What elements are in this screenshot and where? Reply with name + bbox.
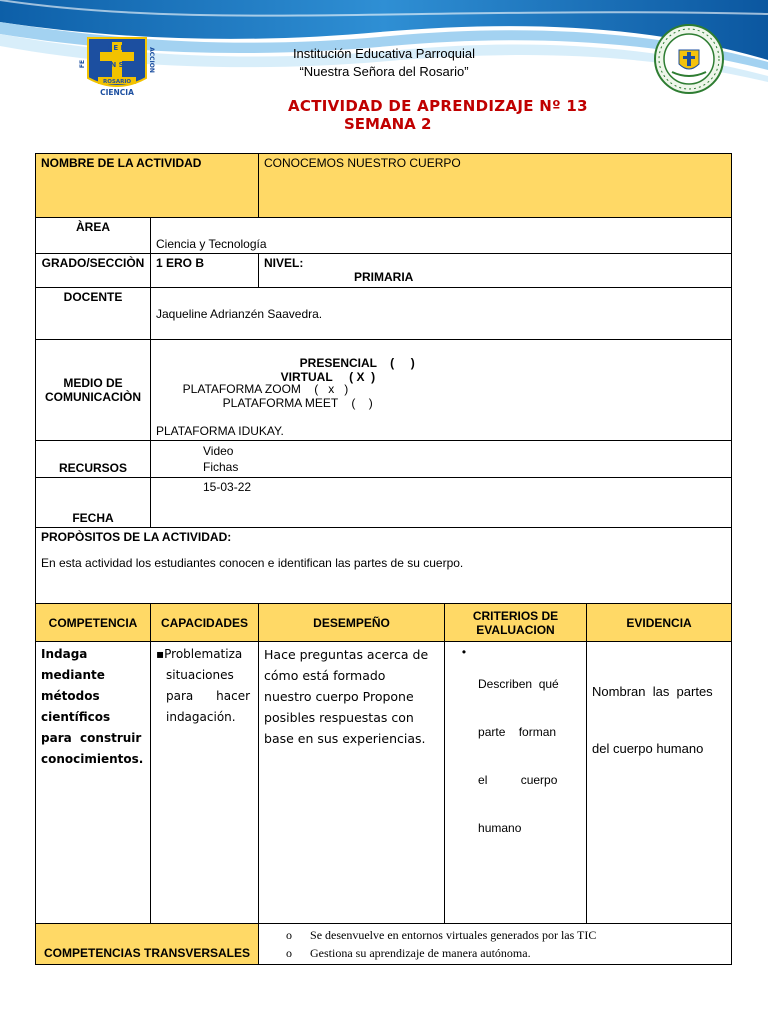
row-fecha	[36, 478, 732, 528]
desempeno-line: base en sus experiencias.	[264, 731, 426, 746]
row-actividad	[36, 154, 732, 218]
activity-form-table	[35, 153, 732, 965]
criterio-line: humano	[478, 821, 522, 835]
desempeno-line: Hace preguntas acerca de	[264, 647, 429, 662]
activity-week: SEMANA 2	[344, 115, 432, 133]
recurso-item: Fichas	[203, 460, 239, 474]
competencia-line: mediante	[41, 668, 105, 682]
recursos-label: RECURSOS	[36, 441, 151, 478]
competencia-line: científicos	[41, 710, 111, 724]
nivel-label: NIVEL:	[264, 256, 304, 270]
institution-motto: “Nuestra Señora del Rosario”	[299, 64, 469, 79]
header-criterios: CRITERIOS DE EVALUACION	[445, 604, 587, 642]
capacidad-line: para hacer	[166, 689, 251, 703]
logo-banner-text: ROSARIO	[102, 79, 132, 85]
desempeno-content	[259, 642, 445, 924]
virtual-option: VIRTUAL ( X )	[280, 370, 376, 384]
docente-label: DOCENTE	[36, 288, 151, 340]
bullet-circle-icon: o	[286, 946, 293, 960]
bullet-circle-icon: o	[286, 928, 293, 942]
presencial-option: PRESENCIAL ( )	[299, 356, 415, 370]
idukay-option: PLATAFORMA IDUKAY.	[156, 424, 284, 438]
competencia-line: para construir	[41, 731, 142, 745]
transversales-items	[259, 924, 732, 965]
row-area	[36, 218, 732, 254]
actividad-value: CONOCEMOS NUESTRO CUERPO	[259, 154, 732, 218]
header-desempeno: DESEMPEÑO	[259, 604, 445, 642]
zoom-option: PLATAFORMA ZOOM ( x )	[182, 382, 349, 396]
medio-options	[151, 340, 732, 441]
transversales-label: COMPETENCIAS TRANSVERSALES	[36, 924, 259, 965]
competencia-content	[36, 642, 151, 924]
area-value: Ciencia y Tecnología	[151, 218, 732, 254]
propositos-text: En esta actividad los estudiantes conocen e identifican las partes de su cuerpo.	[41, 556, 464, 570]
actividad-label: NOMBRE DE LA ACTIVIDAD	[36, 154, 259, 218]
row-grado	[36, 254, 732, 288]
row-medio	[36, 340, 732, 441]
transversal-text: Gestiona su aprendizaje de manera autónoma.	[310, 946, 531, 960]
recursos-value	[151, 441, 732, 478]
evidencia-line: del cuerpo humano	[592, 741, 704, 756]
competencia-line: conocimientos.	[41, 752, 144, 766]
recurso-item: Video	[203, 444, 234, 458]
transversal-text: Se desenvuelve en entornos virtuales generados por las TIC	[310, 928, 597, 942]
evidencia-content	[587, 642, 732, 924]
criterios-content	[445, 642, 587, 924]
competencia-line: métodos	[41, 689, 100, 703]
logo-top-text: I E P	[108, 44, 126, 52]
competencia-line: Indaga	[41, 647, 88, 661]
medio-label	[36, 340, 151, 441]
criterio-line: el cuerpo	[478, 773, 558, 787]
logo-side-right-text: ACCION	[148, 47, 155, 73]
transversal-item	[264, 926, 726, 944]
desempeno-line: posibles respuestas con	[264, 710, 414, 725]
nivel-cell	[259, 254, 732, 288]
row-propositos	[36, 528, 732, 604]
desempeno-line: cómo está formado	[264, 668, 386, 683]
criterio-line: parte forman	[478, 725, 557, 739]
capacidades-content	[151, 642, 259, 924]
logo-side-left-text: FE	[79, 59, 86, 69]
capacidad-item	[156, 644, 253, 665]
header-competencia: COMPETENCIA	[36, 604, 151, 642]
fecha-label: FECHA	[36, 478, 151, 528]
medio-label-line2: COMUNICACIÒN	[45, 390, 141, 404]
bullet-dot-icon: •	[461, 645, 467, 659]
propositos-cell	[36, 528, 732, 604]
propositos-label: PROPÒSITOS DE LA ACTIVIDAD:	[41, 530, 232, 544]
grado-label: GRADO/SECCIÒN	[36, 254, 151, 288]
docente-value: Jaqueline Adrianzén Saavedra.	[151, 288, 732, 340]
capacidad-line: situaciones	[166, 668, 234, 682]
logo-letters-text: N S	[110, 61, 124, 69]
capacidad-line: Problematiza	[164, 647, 243, 661]
desempeno-line: nuestro cuerpo Propone	[264, 689, 414, 704]
header-capacidades: CAPACIDADES	[151, 604, 259, 642]
row-table-headers	[36, 604, 732, 642]
row-docente	[36, 288, 732, 340]
bullet-square-icon: ▪	[156, 647, 165, 661]
medio-label-line1: MEDIO DE	[63, 376, 123, 390]
header-banner	[0, 0, 768, 133]
institution-name: Institución Educativa Parroquial	[292, 46, 476, 61]
area-label: ÀREA	[36, 218, 151, 254]
nivel-value: PRIMARIA	[354, 270, 414, 284]
capacidad-line: indagación.	[166, 710, 236, 724]
criterio-line: Describen qué	[478, 677, 559, 691]
header-evidencia: EVIDENCIA	[587, 604, 732, 642]
logo-word-text: CIENCIA	[100, 88, 134, 97]
fecha-value: 15-03-22	[151, 478, 732, 528]
evidencia-line: Nombran las partes	[592, 684, 713, 699]
criterio-item	[450, 644, 581, 868]
meet-option: PLATAFORMA MEET ( )	[222, 396, 373, 410]
row-transversales	[36, 924, 732, 965]
transversal-item	[264, 944, 726, 962]
row-competencia-content	[36, 642, 732, 924]
row-recursos	[36, 441, 732, 478]
activity-title: ACTIVIDAD DE APRENDIZAJE Nº 13	[288, 97, 588, 115]
grado-value: 1 ERO B	[151, 254, 259, 288]
